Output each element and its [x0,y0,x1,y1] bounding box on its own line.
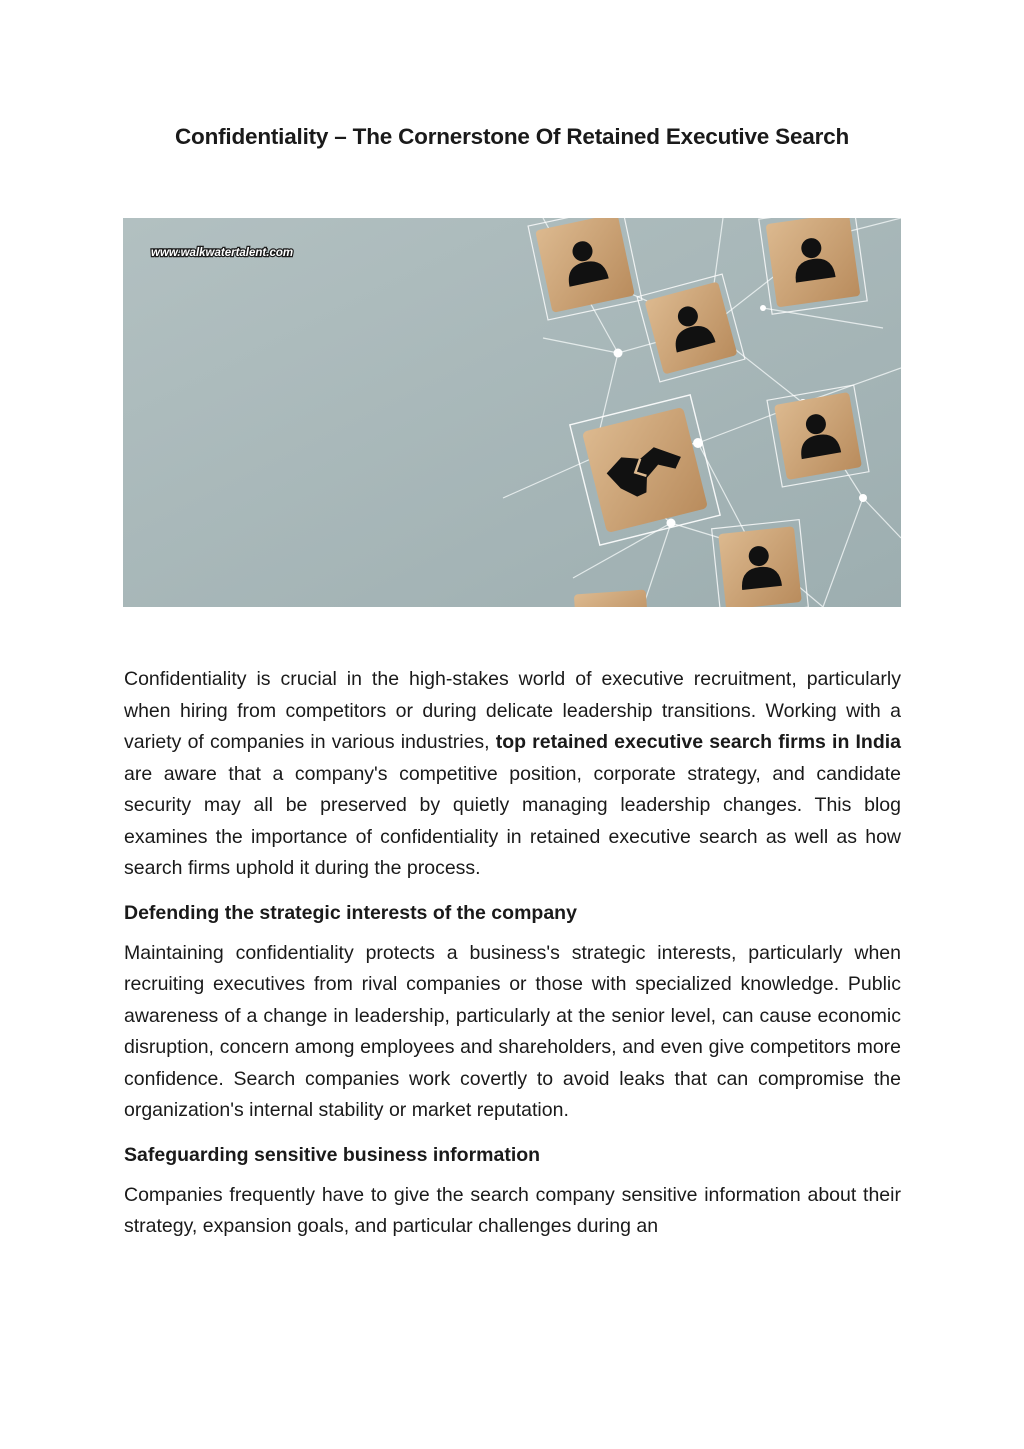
intro-bold-link-text: top retained executive search firms in India [495,731,902,753]
article-body [124,664,901,1243]
watermark-text: www.walkwatertalent.com [151,247,294,259]
section-paragraph [124,1180,901,1243]
section-paragraph: Maintaining confidentiality protects a business's strategic interests, particularly when recruiting executives from rival companies or those with specialized knowledge. Public awareness of a change in leadership, particularly at the senior level, can cause economic disruption, concern among employees and shareholders, and even give competitors more confidence. Search companies work covertly to avoid leaks that can compromise the organization's internal stability or market reputation. [124,941,901,1121]
intro-text: Confidentiality is crucial in the high-stakes world of executive recruitment, particularly when hiring from competitors or during delicate leadership transitions. Working with a variety of companies in various industries, [124,668,901,753]
section-heading: Safeguarding sensitive business information [124,1143,541,1166]
intro-text-continued: are aware that a company's competitive position, corporate strategy, and candidate security may all be preserved by quietly managing leadership changes. This blog examines the importance of confidentiality in retained executive search as well as how search firms uphold it during the process. [124,762,901,879]
section-heading: Defending the strategic interests of the company [124,901,577,924]
section-paragraph-line: about their strategy, expansion goals, and particular challenges during an [124,1183,901,1237]
section-paragraph-line: Companies frequently have to give the search company sensitive information [124,1183,801,1206]
intro-paragraph [124,664,901,885]
hero-image [123,218,901,607]
page-title: Confidentiality – The Cornerstone Of Retained Executive Search [174,124,849,149]
